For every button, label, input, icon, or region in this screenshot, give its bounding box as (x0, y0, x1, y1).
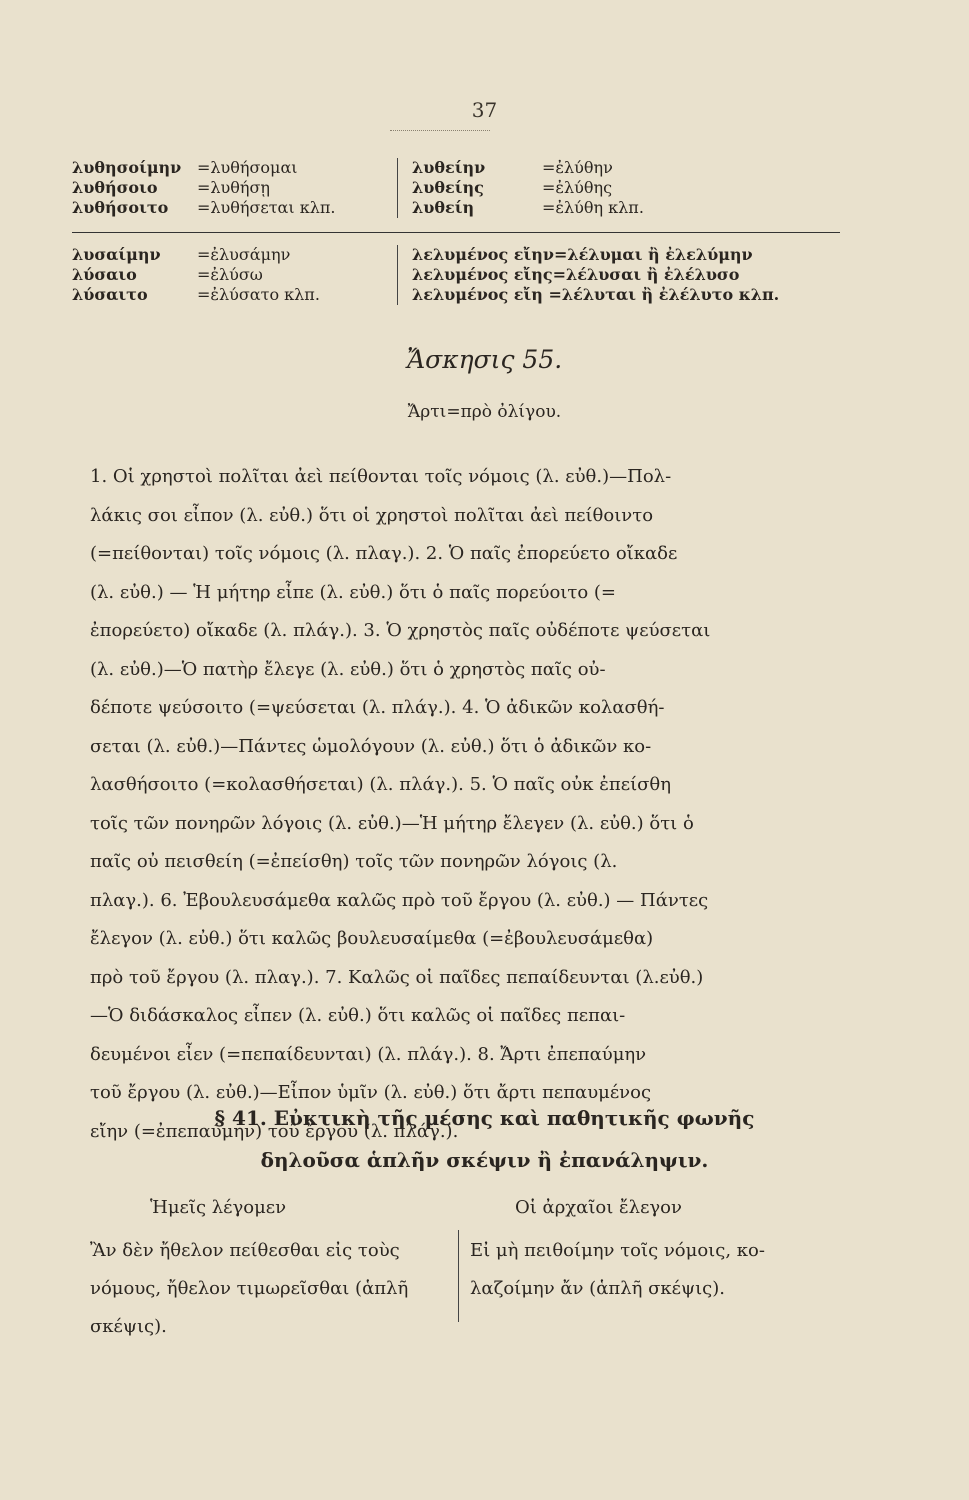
table-row (72, 285, 862, 305)
table-cell: λυθησοίμην (72, 158, 182, 177)
exercise-body (90, 458, 850, 1151)
table-row (72, 178, 862, 198)
table-cell: λυθήσοιτο (72, 198, 169, 217)
text-line: πλαγ.). 6. Ἐβουλευσάμεθα καλῶς πρὸ τοῦ ἔργου (λ. εὐθ.) — Πάντες (90, 889, 709, 911)
table-cell: =ἐλύθην (542, 158, 613, 177)
table-row (72, 265, 862, 285)
text-line: σεται (λ. εὐθ.)—Πάντες ὡμολόγουν (λ. εὐθ.) ὅτι ὁ ἀδικῶν κο- (90, 735, 652, 757)
text-line: Ἂν δὲν ἤθελον πείθεσθαι εἰς τοὺς (90, 1240, 400, 1261)
column-divider (397, 265, 398, 285)
text-line: ἐπορεύετο) οἴκαδε (λ. πλάγ.). 3. Ὁ χρηστὸς παῖς οὐδέποτε ψεύσεται (90, 620, 711, 641)
section-heading-line: § 41. Εὐκτικὴ τῆς μέσης καὶ παθητικῆς φωνῆς (214, 1106, 755, 1130)
table-cell: λελυμένος εἴη =λέλυται ἢ ἐλέλυτο κλπ. (412, 285, 780, 304)
column-divider (397, 198, 398, 218)
right-column-text (470, 1232, 850, 1308)
table-cell: =ἐλύσω (197, 265, 263, 284)
paradigm-table-1 (72, 158, 862, 218)
column-divider (458, 1230, 459, 1322)
table-cell: =λυθήσῃ (197, 178, 270, 197)
table-cell: =ἐλύθη κλπ. (542, 198, 644, 217)
text-line: παῖς οὐ πεισθείη (=ἐπείσθη) τοῖς τῶν πονηρῶν λόγοις (λ. (90, 851, 618, 872)
right-column-heading: Οἱ ἀρχαῖοι ἔλεγον (515, 1197, 682, 1218)
table-cell: =ἐλύσατο κλπ. (197, 285, 320, 304)
table-cell: λυθείην (412, 158, 486, 177)
table-row (72, 158, 862, 178)
text-line: ἔλεγον (λ. εὐθ.) ὅτι καλῶς βουλευσαίμεθα (=ἐβουλευσάμεθα) (90, 928, 654, 949)
text-line: δέποτε ψεύσοιτο (=ψεύσεται (λ. πλάγ.). 4. Ὁ ἀδικῶν κολασθή- (90, 697, 665, 718)
text-line: νόμους, ἤθελον τιμωρεῖσθαι (ἁπλῆ (90, 1278, 409, 1299)
text-line: (λ. εὐθ.) — Ἡ μήτηρ εἶπε (λ. εὐθ.) ὅτι ὁ παῖς πορεύοιτο (= (90, 581, 616, 603)
table-row (72, 245, 862, 265)
text-line: 1. Οἱ χρηστοὶ πολῖται ἀεὶ πείθονται τοῖς νόμοις (λ. εὐθ.)—Πολ- (90, 466, 672, 487)
column-divider (397, 158, 398, 178)
text-line: λαζοίμην ἄν (ἁπλῆ σκέψις). (470, 1278, 725, 1299)
table-cell: λυθήσοιο (72, 178, 158, 197)
table-cell: λύσαιο (72, 265, 137, 284)
text-line: τοῦ ἔργου (λ. εὐθ.)—Εἶπον ὑμῖν (λ. εὐθ.) ὅτι ἄρτι πεπαυμένος (90, 1082, 652, 1103)
text-line: δευμένοι εἶεν (=πεπαίδευνται) (λ. πλάγ.). 8. Ἄρτι ἐπεπαύμην (90, 1043, 647, 1065)
left-column-heading: Ἡμεῖς λέγομεν (150, 1197, 287, 1218)
column-divider (397, 245, 398, 265)
table-cell: λελυμένος εἴης=λέλυσαι ἢ ἐλέλυσο (412, 265, 740, 284)
column-divider (397, 285, 398, 305)
table-cell: λελυμένος εἴην=λέλυμαι ἢ ἐλελύμην (412, 245, 753, 264)
text-line: Εἰ μὴ πειθοίμην τοῖς νόμοις, κο- (470, 1240, 765, 1261)
table-cell: λυσαίμην (72, 245, 161, 264)
text-line: πρὸ τοῦ ἔργου (λ. πλαγ.). 7. Καλῶς οἱ παῖδες πεπαίδευνται (λ.εὐθ.) (90, 966, 704, 988)
text-line: λασθήσοιτο (=κολασθήσεται) (λ. πλάγ.). 5. Ὁ παῖς οὐκ ἐπείσθη (90, 774, 672, 795)
table-cell: =ἐλύθης (542, 178, 613, 197)
page-number: 37 (471, 98, 498, 122)
column-divider (397, 178, 398, 198)
section-heading-line: δηλοῦσα ἁπλῆν σκέψιν ἢ ἐπανάληψιν. (260, 1148, 709, 1172)
table-row (72, 198, 862, 218)
paradigm-table-2 (72, 245, 862, 305)
text-line: λάκις σοι εἶπον (λ. εὐθ.) ὅτι οἱ χρηστοὶ πολῖται ἀεὶ πείθοιντο (90, 504, 654, 526)
table-cell: =λυθήσεται κλπ. (197, 198, 336, 217)
table-cell: =ἐλυσάμην (197, 245, 291, 264)
table-cell: λύσαιτο (72, 285, 148, 304)
text-line: (=πείθονται) τοῖς νόμοις (λ. πλαγ.). 2. Ὁ παῖς ἐπορεύετο οἴκαδε (90, 543, 678, 564)
exercise-subtitle: Ἄρτι=πρὸ ὀλίγου. (407, 402, 562, 422)
table-cell: λυθείη (412, 198, 475, 217)
section-heading (0, 1097, 969, 1181)
table-cell: λυθείης (412, 178, 484, 197)
text-line: σκέψις). (90, 1316, 167, 1337)
text-line: —Ὁ διδάσκαλος εἶπεν (λ. εὐθ.) ὅτι καλῶς οἱ παῖδες πεπαι- (90, 1005, 626, 1026)
table-divider (72, 232, 840, 233)
text-line: τοῖς τῶν πονηρῶν λόγοις (λ. εὐθ.)—Ἡ μήτηρ ἔλεγεν (λ. εὐθ.) ὅτι ὁ (90, 812, 694, 834)
table-cell: =λυθήσομαι (197, 158, 298, 177)
text-line: εἴην (=ἐπεπαύμην) τοῦ ἔργου (λ. πλάγ.). (90, 1120, 459, 1142)
exercise-title: Ἄσκησις 55. (406, 345, 563, 374)
left-column-text (90, 1232, 450, 1346)
text-line: (λ. εὐθ.)—Ὁ πατὴρ ἔλεγε (λ. εὐθ.) ὅτι ὁ χρηστὸς παῖς οὐ- (90, 658, 606, 680)
page-number-rule (390, 130, 490, 131)
